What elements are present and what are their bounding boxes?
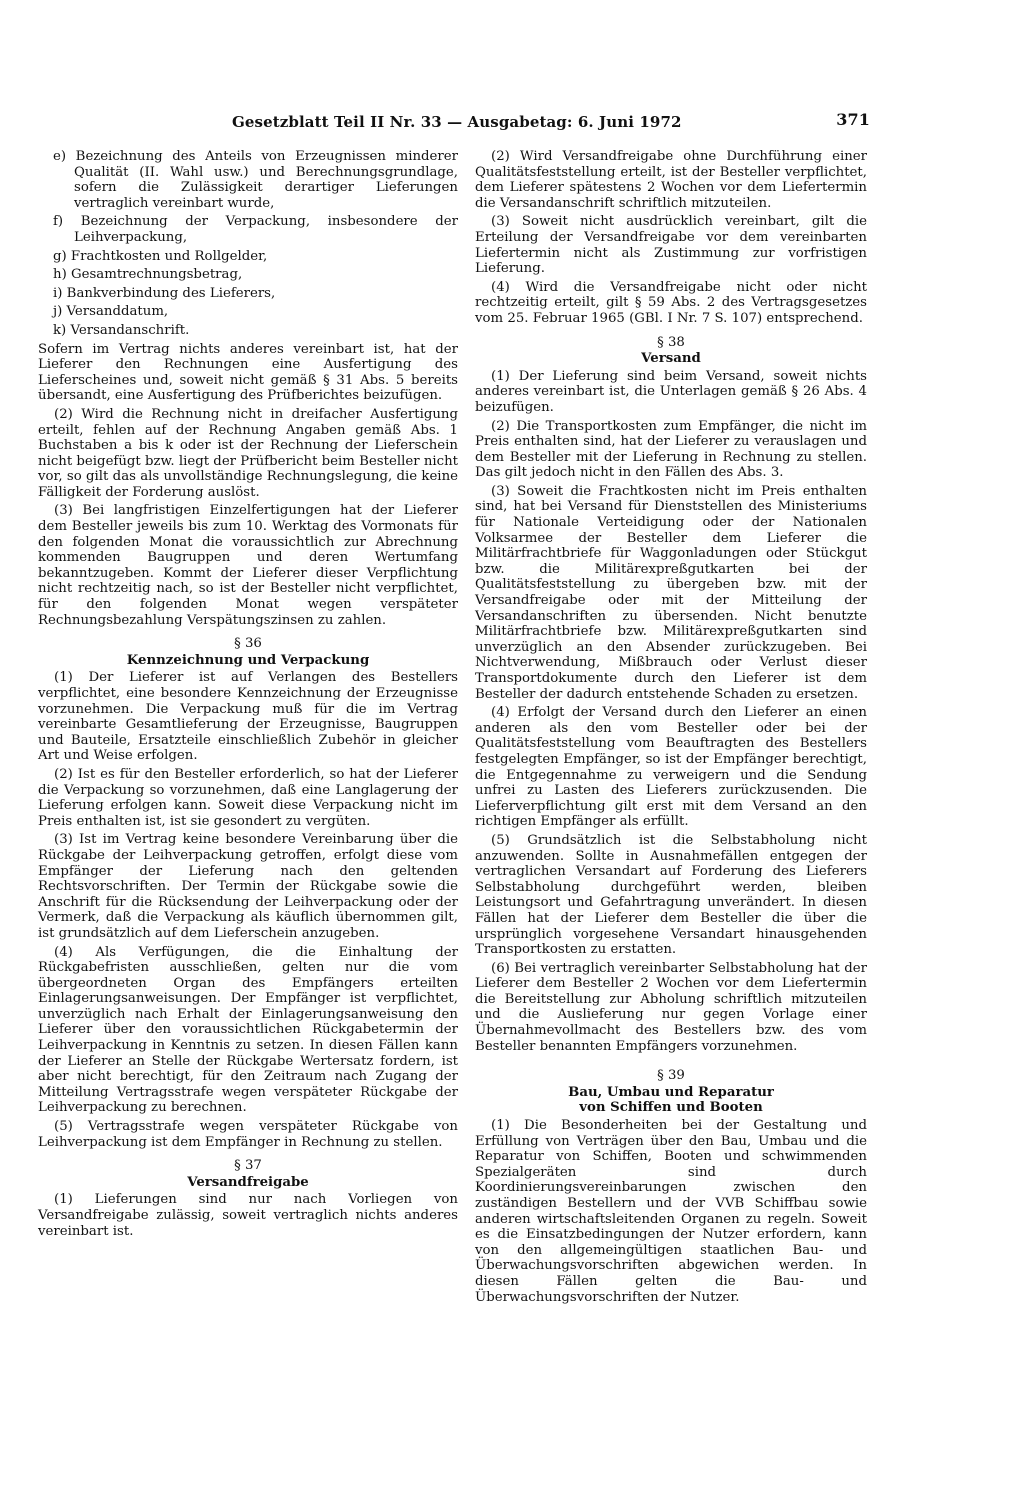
list-item-k: k) Versandanschrift.	[53, 322, 190, 338]
section-39-title-line1: Bau, Umbau und Reparatur	[568, 1084, 774, 1100]
paragraph-35-2: (2) Wird die Rechnung nicht in dreifacher Ausfertigung erteilt, fehlen auf der Rechnung Angaben gemäß Abs. 1 Buchstaben a bis k oder ist der Rechnung der Lieferschein nicht beigefügt bzw. liegt der Prüfbericht beim Besteller nicht vor, so gilt das als unvollständige Rechnungslegung, die keine Fälligkeit der Forderung auslöst.	[38, 406, 458, 500]
list-item-i: i) Bankverbindung des Lieferers,	[53, 285, 276, 301]
list-item-j: j) Versanddatum,	[53, 304, 169, 320]
paragraph-37-2: (2) Wird Versandfreigabe ohne Durchführung einer Qualitätsfeststellung erteilt, ist der Besteller verpflichtet, dem Lieferer spätestens 2 Wochen vor dem Liefertermin die Versandanschrift schriftlich mitzuteilen.	[475, 149, 867, 211]
paragraph-37-3: (3) Soweit nicht ausdrücklich vereinbart, gilt die Erteilung der Versandfreigabe vor dem vereinbarten Liefertermin nicht als Zustimmung zur vorfristigen Lieferung.	[475, 214, 867, 277]
section-36-number: § 36	[234, 636, 262, 652]
paragraph-37-4: (4) Wird die Versandfreigabe nicht oder nicht rechtzeitig erteilt, gilt § 59 Abs. 2 des Vertragsgesetzes vom 25. Februar 1965 (GBl. I Nr. 7 S. 107) entsprechend.	[475, 279, 867, 326]
paragraph-38-5: (5) Grundsätzlich ist die Selbstabholung nicht anzuwenden. Sollte in Ausnahmefällen entgegen der vertraglichen Versandart auf Forderung des Lieferers Selbstabholung durchgeführt werden, bleiben Leistungsort und Gefahrtragung unverändert. In diesen Fällen hat der Lieferer dem Besteller die über die ursprünglich vorgesehene Versandart hinausgehenden Transportkosten zu erstatten.	[475, 832, 867, 958]
paragraph-36-1: (1) Der Lieferer ist auf Verlangen des Bestellers verpflichtet, eine besondere Kennzeichnung der Erzeugnisse vorzunehmen. Die Verpackung muß für die im Vertrag vereinbarte Gesamtlieferung der Erzeugnisse, Baugruppen und Bauteile, Ersatzteile einschließlich Zubehör in gleicher Art und Weise erfolgen.	[38, 670, 458, 764]
section-38-number: § 38	[657, 334, 685, 350]
list-item-e: e) Bezeichnung des Anteils von Erzeugnissen minderer Qualität (II. Wahl usw.) und Berechnungsgrundlage, sofern die Zulässigkeit derartiger Lieferungen vertraglich vereinbart wurde,	[53, 149, 458, 211]
list-item-g: g) Frachtkosten und Rollgelder,	[53, 248, 268, 264]
paragraph-36-4: (4) Als Verfügungen, die die Einhaltung der Rückgabefristen ausschließen, gelten nur die vom übergeordneten Organ des Empfängers erteilten Einlagerungsanweisungen. Der Empfänger ist verpflichtet, unverzüglich nach Erhalt der Einlagerungsanweisung den Lieferer über den voraussichtlichen Rückgabetermin der Leihverpackung in Kenntnis zu setzen. In diesen Fällen kann der Lieferer an Stelle der Rückgabe Wertersatz fordern, ist aber nicht berechtigt, für den Zeitraum nach Zugang der Mitteilung Vertragsstrafe wegen verspäteter Rückgabe der Leihverpackung zu berechnen.	[38, 944, 458, 1116]
paragraph-36-5: (5) Vertragsstrafe wegen verspäteter Rückgabe von Leihverpackung ist dem Empfänger in Rechnung zu stellen.	[38, 1119, 458, 1150]
paragraph-38-2: (2) Die Transportkosten zum Empfänger, die nicht im Preis enthalten sind, hat der Lieferer zu verauslagen und dem Besteller mit der Lieferung in Rechnung zu stellen. Das gilt jedoch nicht in den Fällen des Abs. 3.	[475, 418, 867, 481]
paragraph-36-2: (2) Ist es für den Besteller erforderlich, so hat der Lieferer die Verpackung so vorzunehmen, daß eine Langlagerung der Lieferung erfolgen kann. Soweit diese Verpackung nicht im Preis enthalten ist, ist sie gesondert zu vergüten.	[38, 766, 458, 829]
section-37-number: § 37	[234, 1158, 262, 1174]
paragraph-sofern: Sofern im Vertrag nichts anderes vereinbart ist, hat der Lieferer den Rechnungen eine Ausfertigung des Lieferscheines und, soweit nicht gemäß § 31 Abs. 5 bereits übersandt, eine Ausfertigung des Prüfberichtes beizufügen.	[38, 341, 458, 404]
page-number: 371	[836, 110, 870, 129]
section-37-title: Versandfreigabe	[187, 1174, 309, 1190]
left-column	[38, 149, 458, 1242]
paragraph-36-3: (3) Ist im Vertrag keine besondere Vereinbarung über die Rückgabe der Leihverpackung getroffen, erfolgt diese vom Empfänger der Lieferung nach den geltenden Rechtsvorschriften. Der Termin der Rückgabe sowie die Anschrift für die Rücksendung der Leihverpackung oder der Vermerk, daß die Verpackung als käuflich übernommen gilt, ist grundsätzlich auf dem Lieferschein anzugeben.	[38, 832, 458, 941]
list-item-h: h) Gesamtrechnungsbetrag,	[53, 267, 243, 283]
paragraph-39-1: (1) Die Besonderheiten bei der Gestaltung und Erfüllung von Verträgen über den Bau, Umbau und die Reparatur von Schiffen, Booten und schwimmenden Spezialgeräten sind durch Koordinierungsvereinbarungen zwischen den zuständigen Bestellern und der VVB Schiffbau sowie anderen wirtschaftsleitenden Organen zu regeln. Soweit es die Einsatzbedingungen der Nutzer erfordern, kann von den allgemeingültigen staatlichen Bau- und Überwachungsvorschriften abgewichen werden. In diesen Fällen gelten die Bau- und Überwachungsvorschriften der Nutzer.	[475, 1118, 867, 1305]
header-title: Gesetzblatt Teil II Nr. 33 — Ausgabetag: 6. Juni 1972	[232, 113, 682, 131]
paragraph-38-1: (1) Der Lieferung sind beim Versand, soweit nichts anderes vereinbart ist, die Unterlagen gemäß § 26 Abs. 4 beizufügen.	[475, 368, 867, 415]
paragraph-35-3: (3) Bei langfristigen Einzelfertigungen hat der Lieferer dem Besteller jeweils bis zum 10. Werktag des Vormonats für den folgenden Monat die voraussichtlich zur Abrechnung kommenden Baugruppen und deren Wertumfang bekanntzugeben. Kommt der Lieferer dieser Verpflichtung nicht rechtzeitig nach, so ist der Besteller nicht verpflichtet, für den folgenden Monat wegen verspäteter Rechnungsbezahlung Verspätungszinsen zu zahlen.	[38, 503, 458, 628]
paragraph-38-4: (4) Erfolgt der Versand durch den Lieferer an einen anderen als den vom Besteller oder bei der Qualitätsfeststellung vom Beauftragten des Bestellers festgelegten Empfänger, so ist der Empfänger berechtigt, die Entgegennahme zu verweigern und die Sendung unfrei zu Lasten des Lieferers zurückzusenden. Die Lieferverpflichtung gilt erst mit dem Versand an den richtigen Empfänger als erfüllt.	[475, 705, 867, 830]
paragraph-38-3: (3) Soweit die Frachtkosten nicht im Preis enthalten sind, hat bei Versand für Dienststellen des Ministeriums für Nationale Verteidigung oder der Nationalen Volksarmee der Besteller dem Lieferer die Militärfrachtbriefe für Waggonladungen oder Stückgut bzw. die Militärexpreßgutkarten bei der Qualitätsfeststellung zu übergeben bzw. mit der Versandfreigabe oder mit der Mitteilung der Versandanschriften zu übersenden. Nicht benutzte Militärfrachtbriefe bzw. Militärexpreßgutkarten sind unverzüglich an den Absender zurückzugeben. Bei Nichtverwendung, Mißbrauch oder Verlust dieser Transportdokumente durch den Lieferer ist dem Besteller der dadurch entstehende Schaden zu ersetzen.	[475, 483, 867, 702]
right-column	[475, 149, 867, 1308]
list-item-f: f) Bezeichnung der Verpackung, insbesondere der Leihverpackung,	[53, 214, 458, 245]
section-39-title-line2: von Schiffen und Booten	[579, 1100, 763, 1116]
section-36-title: Kennzeichnung und Verpackung	[126, 652, 370, 668]
section-39-number: § 39	[657, 1068, 685, 1084]
paragraph-37-1: (1) Lieferungen sind nur nach Vorliegen von Versandfreigabe zulässig, soweit vertraglich nichts anderes vereinbart ist.	[38, 1192, 458, 1239]
paragraph-38-6: (6) Bei vertraglich vereinbarter Selbstabholung hat der Lieferer dem Besteller 2 Wochen vor dem Liefertermin die Bereitstellung zur Abholung schriftlich mitzuteilen und die Auslieferung nur gegen Vorlage einer Übernahmevollmacht des Bestellers bzw. des vom Besteller benannten Empfängers vorzunehmen.	[475, 960, 867, 1054]
section-38-title: Versand	[641, 351, 701, 367]
